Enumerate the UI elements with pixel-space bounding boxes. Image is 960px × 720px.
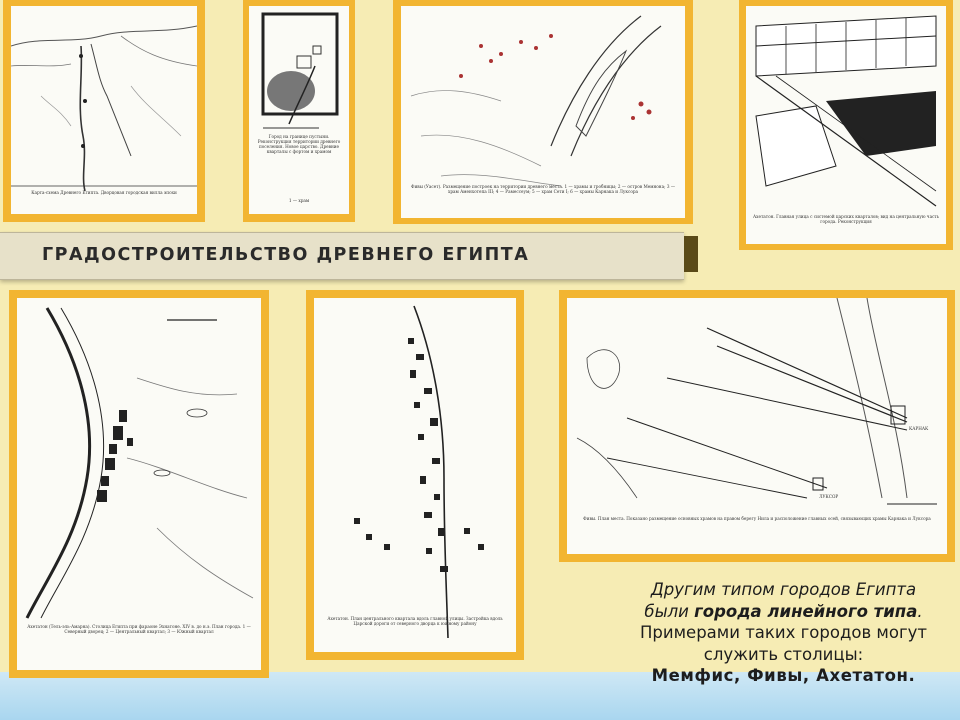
map-egypt-drawing bbox=[11, 6, 197, 214]
title-bar bbox=[0, 232, 684, 280]
legend-plan-city: 1 — храм bbox=[288, 198, 310, 203]
akhetaten-plan-drawing bbox=[17, 298, 261, 670]
panel-thebes-axes bbox=[559, 290, 955, 562]
caption-map-egypt: Карта-схема Древнего Египта. Дворцовая городская вилла эпохи bbox=[31, 190, 177, 195]
caption-akhetaten-plan: Ахетатон (Тель-эль-Амарна). Столица Египта при фараоне Эхнатоне. XIV в. до н.э. План города. 1 — Северный дворец; 2 — Центральный квартал; 3 — Южный квартал bbox=[27, 624, 251, 634]
description-line-4: служить столицы: bbox=[703, 644, 864, 664]
caption-thebes-map: Фивы (Уасет). Размещение построек на территории древнего места. 1 — храмы и гробницы; 2 — остров Мемнона; 3 — храм Аменхотепа III; 4 — Рамессеум; 5 — храм Сети I; 6 — храмы Карнака и Луксора bbox=[410, 184, 676, 194]
linear-city-drawing bbox=[314, 298, 516, 652]
description-line-2-prefix: были bbox=[644, 601, 695, 621]
description-line-1: Другим типом городов Египта bbox=[650, 580, 917, 599]
caption-thebes-axes: Фивы. План места. Показано размещение основных храмов на правом берегу Нила и расположение главных осей, связывающих храмы Карнака и Луксора bbox=[583, 516, 931, 521]
panel-thebes-map bbox=[393, 0, 693, 224]
page-title: ГРАДОСТРОИТЕЛЬСТВО ДРЕВНЕГО ЕГИПТА bbox=[42, 245, 530, 265]
label-luxor: ЛУКСОР bbox=[819, 494, 839, 499]
caption-plan-city: Город на границе пустыни. Реконструкция территории древнего поселения. Новое царство. Древние кварталы с фортом и храмом bbox=[257, 134, 341, 154]
panel-akhetaten-view bbox=[739, 0, 953, 250]
panel-map-egypt bbox=[3, 0, 205, 222]
title-bar-stub bbox=[684, 236, 698, 272]
description-line-3: Примерами таких городов могут bbox=[639, 623, 928, 642]
caption-akhetaten-view: Ахетатон. Главная улица с системой царских кварталов; вид на центральную часть города. Реконструкция bbox=[752, 214, 940, 224]
description-text bbox=[611, 579, 956, 712]
panel-plan-city bbox=[243, 0, 355, 222]
description-line-2-bold: города линейного типа bbox=[694, 601, 918, 621]
description-line-2 bbox=[611, 601, 956, 623]
description-line-5: Мемфис, Фивы, Ахетатон. bbox=[651, 666, 916, 685]
description-line-2-suffix: . bbox=[917, 601, 923, 621]
label-karnak: КАРНАК bbox=[909, 426, 929, 431]
akhetaten-view-drawing bbox=[746, 6, 946, 244]
panel-akhetaten-plan bbox=[9, 290, 269, 678]
panel-linear-city bbox=[306, 290, 524, 660]
caption-linear-city: Ахетатон. План центрального квартала вдоль главной улицы. Застройка вдоль Царской дороги от северного дворца к южному району bbox=[327, 616, 503, 626]
